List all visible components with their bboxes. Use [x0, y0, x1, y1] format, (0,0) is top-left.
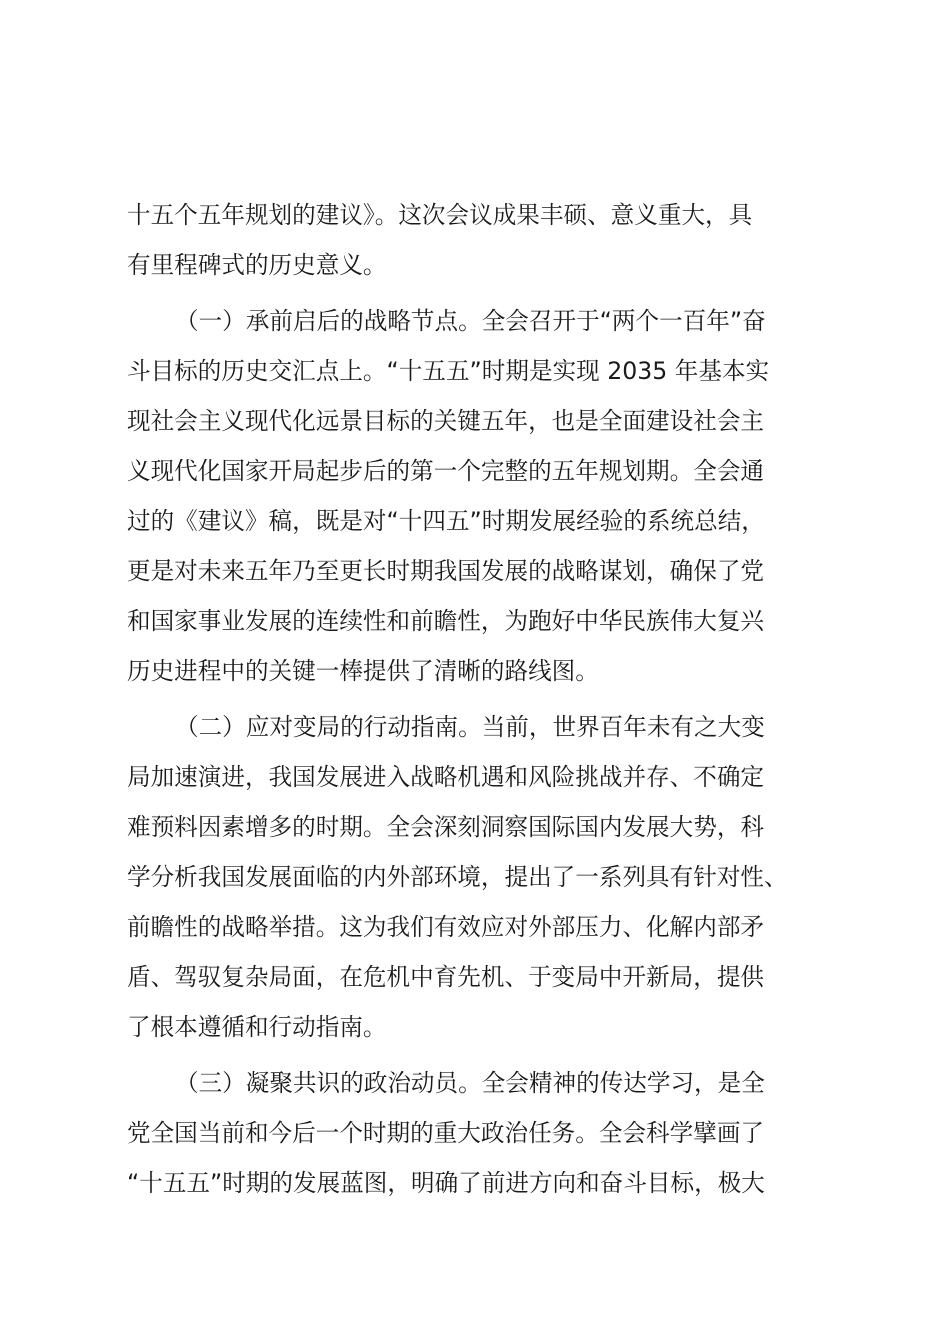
paragraph-line: 局加速演进，我国发展进入战略机遇和风险挑战并存、不确定 — [127, 763, 765, 791]
paragraph-line: 义现代化国家开局起步后的第一个完整的五年规划期。全会通 — [127, 457, 765, 485]
paragraph-line: 十五个五年规划的建议》。这次会议成果丰硕、意义重大，具 — [127, 201, 753, 229]
section-heading-line: （三）凝聚共识的政治动员。全会精神的传达学习，是全 — [175, 1069, 765, 1097]
section-heading-line: （二）应对变局的行动指南。当前，世界百年未有之大变 — [175, 713, 765, 741]
paragraph-line: 斗目标的历史交汇点上。“十五五”时期是实现 2035 年基本实 — [127, 357, 770, 385]
paragraph-line: 现社会主义现代化远景目标的关键五年，也是全面建设社会主 — [127, 407, 765, 435]
paragraph-line: “十五五”时期的发展蓝图，明确了前进方向和奋斗目标，极大 — [127, 1169, 765, 1197]
paragraph-line: 党全国当前和今后一个时期的重大政治任务。全会科学擘画了 — [127, 1119, 765, 1147]
paragraph-line: 过的《建议》稿，既是对“十四五”时期发展经验的系统总结， — [127, 507, 765, 535]
paragraph-line: 学分析我国发展面临的内外部环境，提出了一系列具有针对性、 — [127, 863, 788, 891]
paragraph-line: 难预料因素增多的时期。全会深刻洞察国际国内发展大势，科 — [127, 813, 765, 841]
section-heading-line: （一）承前启后的战略节点。全会召开于“两个一百年”奋 — [175, 307, 766, 335]
paragraph-line: 和国家事业发展的连续性和前瞻性，为跑好中华民族伟大复兴 — [127, 607, 765, 635]
paragraph-line: 了根本遵循和行动指南。 — [127, 1013, 387, 1041]
paragraph-line: 更是对未来五年乃至更长时期我国发展的战略谋划，确保了党 — [127, 557, 765, 585]
paragraph-line: 历史进程中的关键一棒提供了清晰的路线图。 — [127, 657, 599, 685]
paragraph-line: 前瞻性的战略举措。这为我们有效应对外部压力、化解内部矛 — [127, 913, 765, 941]
paragraph-line: 有里程碑式的历史意义。 — [127, 251, 387, 279]
paragraph-line: 盾、驾驭复杂局面，在危机中育先机、于变局中开新局，提供 — [127, 963, 765, 991]
